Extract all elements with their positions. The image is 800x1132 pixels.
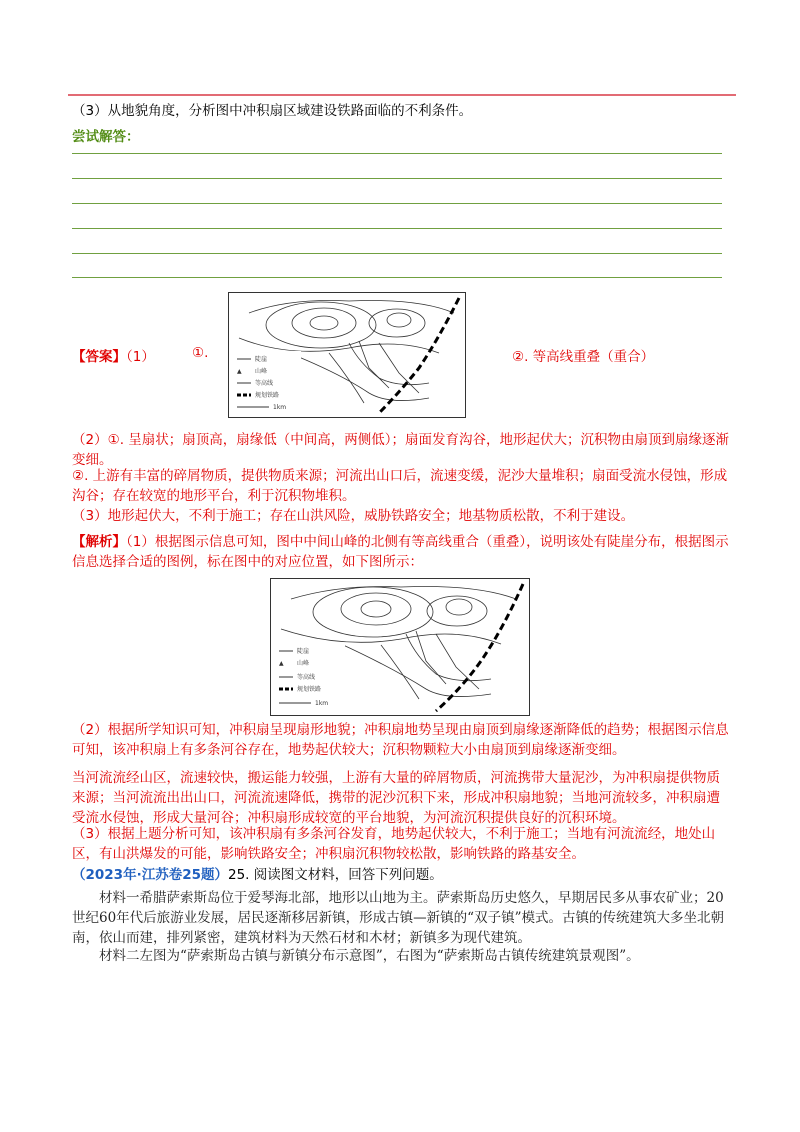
- analysis-p3: 当河流流经山区，流速较快，搬运能力较强，上游有大量的碎屑物质，河流携带大量泥沙，为冲积扇提供物质来源；当河流流出出山口，河流流速降低，携带的泥沙沉积下来，形成冲积扇地貌；当地河流较多，冲积扇遭受流水侵蚀，形成大量河谷；冲积扇形成较宽的平台地貌，为河流沉积提供良好的沉积环境。: [72, 770, 720, 826]
- answer-part1: （1）: [126, 349, 155, 365]
- answer-part2-1: （2）①. 呈扇状；扇顶高，扇缘低（中间高，两侧低）；扇面发育沟谷，地形起伏大；沉积物由扇顶到扇缘逐渐变细。: [72, 432, 730, 468]
- contour-map-figure: [229, 293, 465, 417]
- answer-line: [72, 277, 722, 278]
- svg-text:陡崖: 陡崖: [255, 356, 268, 363]
- answer-line: [72, 203, 722, 204]
- answer-block: [72, 345, 155, 365]
- analysis-tag: 【解析】: [72, 534, 126, 550]
- question-intro: 25. 阅读图文材料，回答下列问题。: [228, 867, 443, 883]
- answer-line: [72, 153, 722, 154]
- svg-text:1km: 1km: [273, 404, 287, 411]
- topographic-map-analysis: [270, 578, 530, 716]
- answer-item2: ②. 等高线重叠（重合）: [512, 349, 655, 365]
- answer-part3: （3）地形起伏大，不利于施工；存在山洪风险，威胁铁路安全；地基物质松散，不利于建设。: [72, 508, 635, 524]
- answer-line: [72, 178, 722, 179]
- answer-part2-2: ②. 上游有丰富的碎屑物质，提供物质来源；河流出山口后，流速变缓，泥沙大量堆积；扇面受流水侵蚀，形成沟谷；存在较宽的地形平台，利于沉积物堆积。: [72, 468, 728, 504]
- answer-line: [72, 253, 722, 254]
- analysis-p4: （3）根据上题分析可知，该冲积扇有多条河谷发育，地势起伏较大，不利于施工；当地有河流流经，地处山区，有山洪爆发的可能，影响铁路安全；冲积扇沉积物较松散，影响铁路的路基安全。: [72, 826, 716, 862]
- top-divider: [68, 94, 736, 96]
- question-3: （3）从地貌角度，分析图中冲积扇区域建设铁路面临的不利条件。: [72, 103, 473, 119]
- svg-text:规划铁路: 规划铁路: [297, 686, 322, 693]
- svg-text:▲: ▲: [237, 368, 242, 375]
- svg-text:1km: 1km: [315, 700, 329, 707]
- svg-text:等高线: 等高线: [255, 380, 274, 387]
- svg-text:山峰: 山峰: [255, 368, 268, 375]
- material-1: 材料一希腊萨索斯岛位于爱琴海北部，地形以山地为主。萨索斯岛历史悠久，早期居民多从事农矿业；20世纪60年代后旅游业发展，居民逐渐移居新镇，形成古镇—新镇的“双子镇”模式。古镇的传统建筑大多坐北朝南，依山而建，排列紧密，建筑材料为天然石材和木材；新镇多为现代建筑。: [72, 890, 724, 946]
- answer-tag: 【答案】: [72, 349, 126, 365]
- material-2: 材料二左图为“萨索斯岛古镇与新镇分布示意图”，右图为“萨索斯岛古镇传统建筑景观图”。: [99, 948, 640, 964]
- analysis-p1: [72, 532, 732, 572]
- svg-text:山峰: 山峰: [297, 660, 310, 667]
- analysis-p1-text: （1）根据图示信息可知，图中中间山峰的北侧有等高线重合（重叠），说明该处有陡崖分布，根据图示信息选择合适的图例，标在图中的对应位置，如下图所示：: [72, 534, 729, 570]
- answer-item1: ①.: [192, 345, 209, 361]
- answer-line: [72, 228, 722, 229]
- svg-text:等高线: 等高线: [297, 674, 316, 681]
- svg-text:陡崖: 陡崖: [297, 648, 310, 655]
- source-label: （2023年·江苏卷25题）: [72, 867, 228, 883]
- topographic-map-answer: [228, 292, 466, 418]
- svg-text:规划铁路: 规划铁路: [255, 392, 280, 399]
- next-question-header: [72, 863, 443, 883]
- try-answer-label: 尝试解答：: [72, 129, 140, 145]
- svg-text:▲: ▲: [279, 660, 284, 667]
- contour-map-figure: [271, 579, 529, 715]
- analysis-p2: （2）根据所学知识可知，冲积扇呈现扇形地貌；冲积扇地势呈现由扇顶到扇缘逐渐降低的趋势；根据图示信息可知，该冲积扇上有多条河谷存在，地势起伏较大；沉积物颗粒大小由扇顶到扇缘逐渐变细。: [72, 722, 729, 758]
